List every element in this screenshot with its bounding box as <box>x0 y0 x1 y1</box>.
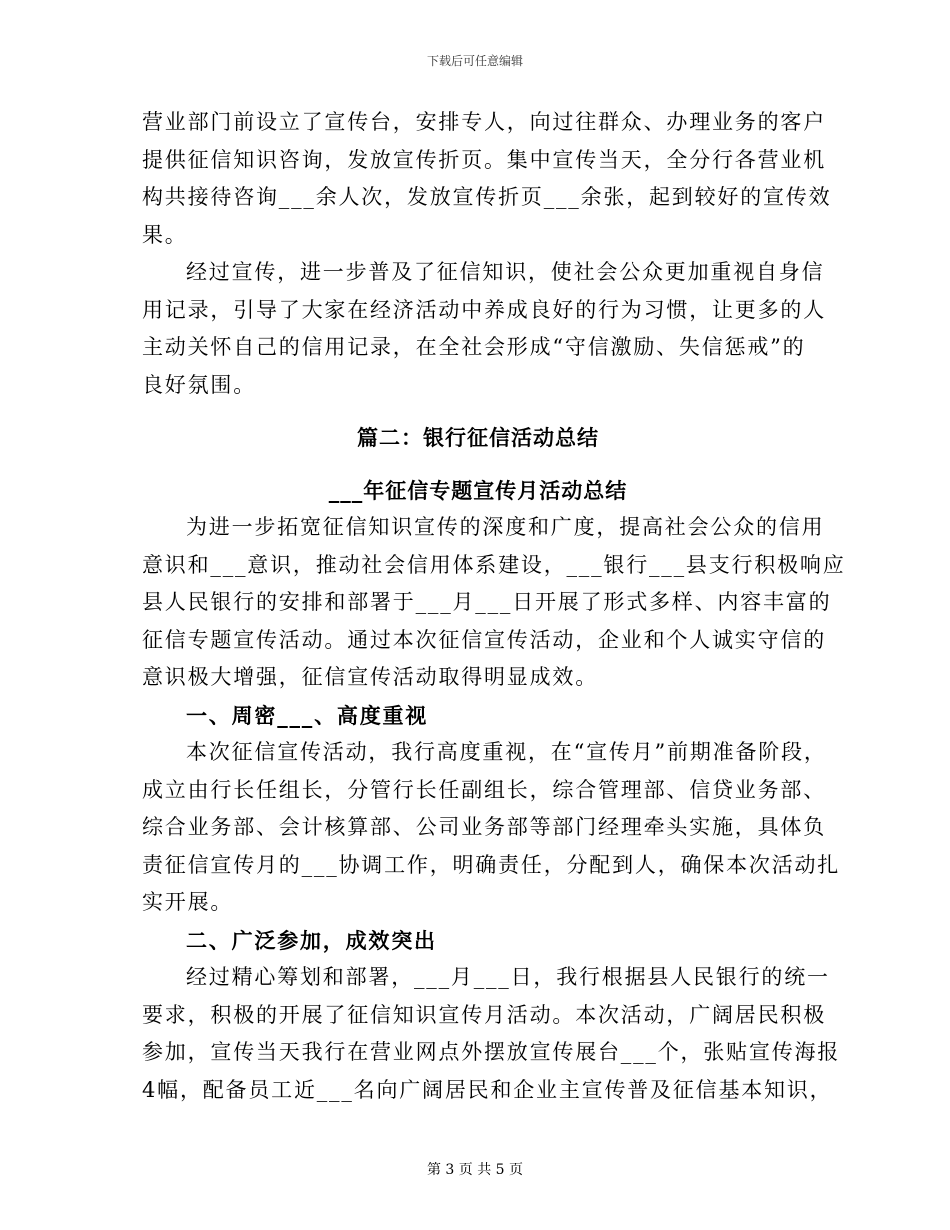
body-line: 要求，积极的开展了征信知识宣传月活动。本次活动，广阔居民积极 <box>142 1002 826 1027</box>
body-line: 4幅，配备员工近___名向广阔居民和企业主宣传普及征信基本知识， <box>142 1077 833 1102</box>
body-line: 果。 <box>142 222 188 247</box>
body-line: 提供征信知识咨询，发放宣传折页。集中宣传当天，全分行各营业机 <box>142 147 826 172</box>
body-line: 构共接待咨询___余人次，发放宣传折页___余张，起到较好的宣传效 <box>142 185 832 209</box>
body-line: 参加，宣传当天我行在营业网点外摆放宣传展台___个，张贴宣传海报 <box>142 1040 841 1064</box>
page-number: 第 3 页 共 5 页 <box>426 1162 524 1178</box>
body-line: 征信专题宣传活动。通过本次征信宣传活动，企业和个人诚实守信的 <box>142 627 826 652</box>
article-title: ___年征信专题宣传月活动总结 <box>328 477 628 503</box>
body-line: 营业部门前设立了宣传台，安排专人，向过往群众、办理业务的客户 <box>142 110 826 134</box>
document-body <box>142 104 846 1109</box>
section-title: 篇二：银行征信活动总结 <box>357 425 599 450</box>
body-line: 意识极大增强，征信宣传活动取得明显成效。 <box>142 665 598 689</box>
body-line: 本次征信宣传活动，我行高度重视，在“宣传月”前期准备阶段， <box>186 740 827 764</box>
body-line: 意识和___意识，推动社会信用体系建设，___银行___县支行积极响应 <box>142 552 846 577</box>
body-line: 成立由行长任组长，分管行长任副组长，综合管理部、信贷业务部、 <box>142 777 826 802</box>
body-line: 为进一步拓宽征信知识宣传的深度和广度，提高社会公众的信用 <box>186 515 825 539</box>
body-line: 责征信宣传月的___协调工作，明确责任，分配到人，确保本次活动扎 <box>142 852 841 877</box>
subheading-2: 二、广泛参加，成效突出 <box>186 927 437 953</box>
body-line: 良好氛围。 <box>142 372 256 397</box>
header-note: 下载后可任意编辑 <box>426 54 523 68</box>
body-line: 经过宣传，进一步普及了征信知识，使社会公众更加重视自身信 <box>186 260 825 284</box>
body-line: 县人民银行的安排和部署于___月___日开展了形式多样、内容丰富的 <box>142 590 832 614</box>
body-line: 经过精心筹划和部署，___月___日，我行根据县人民银行的统一 <box>186 965 830 989</box>
body-line: 综合业务部、会计核算部、公司业务部等部门经理牵头实施，具体负 <box>142 815 826 839</box>
body-line: 用记录，引导了大家在经济活动中养成良好的行为习惯，让更多的人 <box>142 297 826 322</box>
body-line: 主动关怀自己的信用记录，在全社会形成“守信激励、失信惩戒”的 <box>142 335 806 359</box>
subheading-1: 一、周密___、高度重视 <box>186 702 429 728</box>
body-line: 实开展。 <box>142 890 234 914</box>
